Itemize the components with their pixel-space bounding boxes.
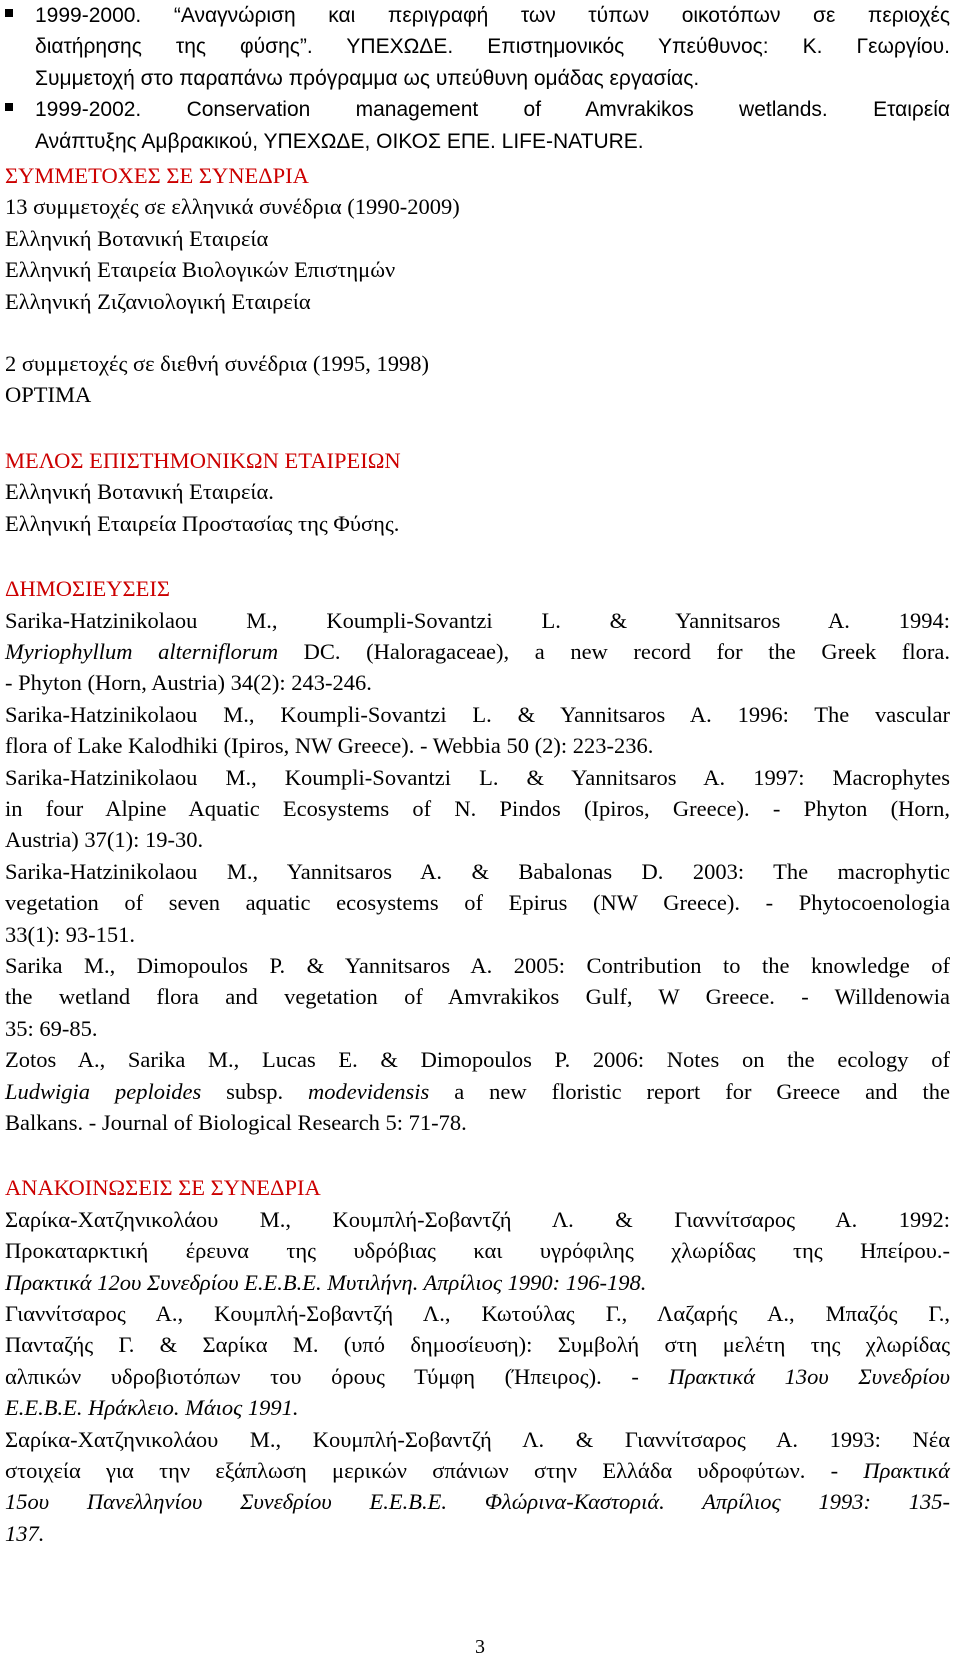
text-line: Sarika-Hatzinikolaou M., Koumpli-Sovantzi L. & Yannitsaros A. 1996: The vascular — [5, 701, 950, 727]
intl-conferences-title: 2 συμμετοχές σε διεθνή συνέδρια (1995, 1998) — [5, 351, 430, 377]
subspecies-name: modevidensis — [308, 1078, 430, 1104]
species-name: Ludwigia peploides — [5, 1078, 202, 1104]
text-line: Balkans. - Journal of Biological Research 5: 71-78. — [5, 1110, 467, 1135]
publication-entry — [5, 950, 950, 1044]
species-name: Myriophyllum alterniflorum — [5, 638, 279, 664]
text-line: flora of Lake Kalodhiki (Ipiros, NW Greece). - Webbia 50 (2): 223-236. — [5, 733, 654, 759]
text-line: 137. — [5, 1520, 45, 1546]
text-fragment: αλπικών υδροβιοτόπων του όρους Τύμφη (Ήπειρος). - — [5, 1363, 669, 1389]
society-item: Ελληνική Εταιρεία Βιολογικών Επιστημών — [5, 257, 396, 283]
text-line: Συμμετοχή στο παραπάνω πρόγραμμα ως υπεύθυνη ομάδας εργασίας. — [35, 66, 700, 90]
text-line: the wetland flora and vegetation of Amvrakikos Gulf, W Greece. - Willdenowia — [5, 984, 950, 1010]
text-line: Σαρίκα-Χατζηνικολάου Μ., Κουμπλή-Σοβαντζή Λ. & Γιαννίτσαρος Α. 1993: Νέα — [5, 1426, 950, 1452]
text-line: Πρακτικά 12ου Συνεδρίου Ε.Ε.Β.Ε. Μυτιλήνη. Απρίλιος 1990: 196-198. — [5, 1269, 647, 1295]
text-fragment: στοιχεία για την εξάπλωση μερικών σπάνιων στην Ελλάδα υδροφύτων. - — [5, 1458, 864, 1484]
publication-entry — [5, 1044, 950, 1138]
document-page — [5, 0, 950, 1549]
membership-item: Ελληνική Εταιρεία Προστασίας της Φύσης. — [5, 510, 400, 536]
project-bullet-1 — [5, 0, 950, 94]
project-bullet-2 — [5, 94, 950, 157]
text-fragment: Πρακτικά 13ου Συνεδρίου — [668, 1363, 950, 1389]
text-line: vegetation of seven aquatic ecosystems of Epirus (NW Greece). - Phytocoenologia — [5, 890, 950, 916]
text-line: Sarika-Hatzinikolaou M., Yannitsaros A. & Babalonas D. 2003: The macrophytic — [5, 858, 950, 884]
text-line: Zotos A., Sarika M., Lucas E. & Dimopoulos P. 2006: Notes on the ecology of — [5, 1047, 950, 1073]
text-line: 15ου Πανελληνίου Συνεδρίου Ε.Ε.Β.Ε. Φλώρινα-Καστοριά. Απρίλιος 1993: 135- — [5, 1489, 950, 1515]
bullet-square-icon — [5, 0, 35, 94]
text-line: Γιαννίτσαρος Α., Κουμπλή-Σοβαντζή Λ., Κωτούλας Γ., Λαζαρής Α., Μπαζός Γ., — [5, 1301, 950, 1327]
membership-item: Ελληνική Βοτανική Εταιρεία. — [5, 479, 274, 505]
text-line: 1999-2002. Conservation management of Amvrakikos wetlands. Εταιρεία — [35, 98, 950, 122]
text-line: Προκαταρκτική έρευνα της υδρόβιας και υγρόφιλης χλωρίδας της Ηπείρου.- — [5, 1238, 950, 1264]
text-line: Sarika M., Dimopoulos P. & Yannitsaros A. 2005: Contribution to the knowledge of — [5, 952, 950, 978]
text-line: 35: 69-85. — [5, 1015, 98, 1041]
text-line: 33(1): 93-151. — [5, 921, 135, 947]
announcement-entry — [5, 1204, 950, 1298]
announcement-entry — [5, 1424, 950, 1550]
text-line: Ε.Ε.Β.Ε. Ηράκλειο. Μάιος 1991. — [5, 1395, 299, 1421]
text-line: - Phyton (Horn, Austria) 34(2): 243-246. — [5, 670, 372, 696]
society-item: Ελληνική Ζιζανιολογική Εταιρεία — [5, 288, 311, 314]
section-heading-announcements: ΑΝΑΚΟΙΝΩΣΕΙΣ ΣΕ ΣΥΝΕΔΡΙΑ — [5, 1175, 321, 1201]
publication-entry — [5, 699, 950, 762]
greek-conferences-title: 13 συμμετοχές σε ελληνικά συνέδρια (1990-2009) — [5, 194, 460, 220]
section-heading-membership: ΜΕΛΟΣ ΕΠΙΣΤΗΜΟΝΙΚΩΝ ΕΤΑΙΡΕΙΩΝ — [5, 447, 401, 473]
society-item: OPTIMA — [5, 382, 92, 408]
page-number: 3 — [475, 1636, 485, 1658]
text-line: Πανταζής Γ. & Σαρίκα Μ. (υπό δημοσίευση): Συμβολή στη μελέτη της χλωρίδας — [5, 1332, 950, 1358]
section-heading-participations: ΣΥΜΜΕΤΟΧΕΣ ΣΕ ΣΥΝΕΔΡΙΑ — [5, 163, 309, 189]
text-fragment: a new floristic report for Greece and the — [429, 1078, 951, 1104]
section-heading-publications: ΔΗΜΟΣΙΕΥΣΕΙΣ — [5, 576, 170, 602]
text-line: in four Alpine Aquatic Ecosystems of N. Pindos (Ipiros, Greece). - Phyton (Horn, — [5, 795, 950, 821]
announcement-entry — [5, 1298, 950, 1424]
text-line: διατήρησης της φύσης”. ΥΠΕΧΩΔΕ. Επιστημονικός Υπεύθυνος: Κ. Γεωργίου. — [35, 35, 950, 59]
society-item: Ελληνική Βοτανική Εταιρεία — [5, 225, 269, 251]
publication-entry — [5, 762, 950, 856]
text-line: Sarika-Hatzinikolaou M., Koumpli-Sovantzi L. & Yannitsaros A. 1994: — [5, 607, 950, 633]
bullet-square-icon — [5, 94, 35, 157]
publication-entry — [5, 856, 950, 950]
publication-entry — [5, 605, 950, 699]
text-line: 1999-2000. “Αναγνώριση και περιγραφή των τύπων οικοτόπων σε περιοχές — [35, 4, 950, 27]
text-fragment: DC. (Haloragaceae), a new record for the Greek flora. — [278, 638, 951, 664]
text-line: Sarika-Hatzinikolaou M., Koumpli-Sovantzi L. & Yannitsaros A. 1997: Macrophytes — [5, 764, 950, 790]
text-fragment: Πρακτικά — [863, 1458, 950, 1484]
text-line: Σαρίκα-Χατζηνικολάου Μ., Κουμπλή-Σοβαντζή Λ. & Γιαννίτσαρος Α. 1992: — [5, 1206, 950, 1232]
text-line: Austria) 37(1): 19-30. — [5, 827, 204, 853]
text-fragment: subsp. — [201, 1078, 309, 1104]
text-line: Ανάπτυξης Αμβρακικού, ΥΠΕΧΩΔΕ, ΟΙΚΟΣ ΕΠΕ. LIFE-NATURE. — [35, 129, 644, 153]
